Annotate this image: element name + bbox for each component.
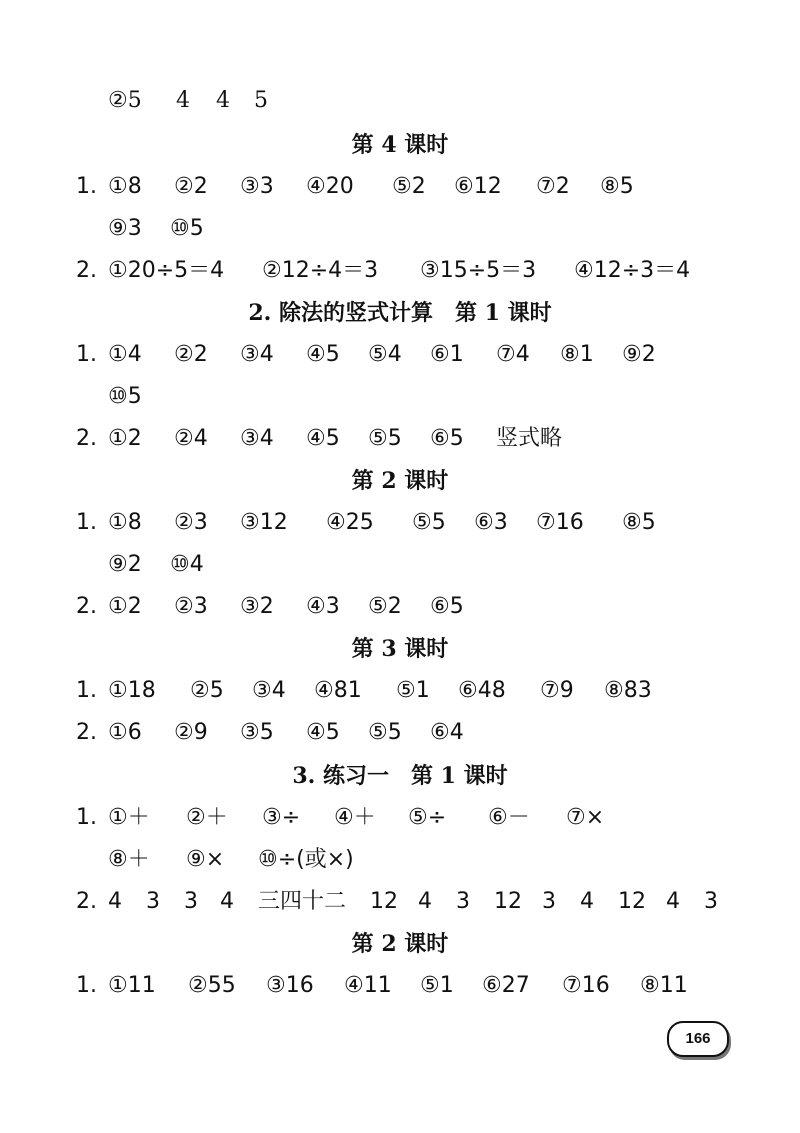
answer-item: ③16 <box>266 973 314 998</box>
answer-item: 5 <box>254 88 268 113</box>
answer-item: ①2 <box>108 594 142 619</box>
question-number: 1. <box>76 174 97 199</box>
answer-item: ⑤4 <box>368 342 402 367</box>
question-number: 1. <box>76 510 97 535</box>
answer-item: 12 <box>370 889 398 914</box>
answer-item: ②3 <box>174 594 208 619</box>
answer-item: ⑧5 <box>600 174 634 199</box>
answer-item: ⑦4 <box>496 342 530 367</box>
answer-item: ⑥5 <box>430 594 464 619</box>
answer-item: ④5 <box>306 342 340 367</box>
answer-item: ②2 <box>174 342 208 367</box>
answer-items <box>108 86 268 116</box>
answer-item: ③15÷5＝3 <box>420 258 537 283</box>
answer-item: ③4 <box>240 426 274 451</box>
answer-item: ⑤2 <box>368 594 402 619</box>
answer-item: ②＋ <box>186 805 228 830</box>
section-heading: 第 2 课时 <box>351 468 449 494</box>
answer-item: ③4 <box>252 678 286 703</box>
answer-item: ③5 <box>240 720 274 745</box>
answer-item: ②5 <box>108 88 142 113</box>
answer-item: ②3 <box>174 510 208 535</box>
answer-item: 竖式略 <box>496 426 563 451</box>
answer-item: ①11 <box>108 973 156 998</box>
answer-item: ③2 <box>240 594 274 619</box>
answer-item: ⑧1 <box>560 342 594 367</box>
answer-items <box>108 676 652 706</box>
section-heading: 2. 除法的竖式计算 第 1 课时 <box>248 300 552 326</box>
question-number: 1. <box>76 973 97 998</box>
answer-item: ③4 <box>240 342 274 367</box>
answer-item: ⑤1 <box>396 678 430 703</box>
answer-item: ⑧11 <box>640 973 688 998</box>
answer-item: ⑤1 <box>420 973 454 998</box>
answer-item: ⑧＋ <box>108 847 150 872</box>
answer-item: ②12÷4＝3 <box>262 258 379 283</box>
answer-item: ④5 <box>306 426 340 451</box>
question-number: 2. <box>76 594 97 619</box>
answer-item: 12 <box>494 889 522 914</box>
answer-item: 3 <box>146 889 160 914</box>
answer-item: ⑩÷(或×) <box>258 847 354 872</box>
answer-item: 4 <box>108 889 122 914</box>
answer-item: ④3 <box>306 594 340 619</box>
answer-items <box>108 718 464 748</box>
answer-item: ⑥12 <box>454 174 502 199</box>
answer-items <box>108 508 656 538</box>
answer-items <box>108 887 718 917</box>
answer-items <box>108 803 604 833</box>
answer-item: 4 <box>216 88 230 113</box>
answer-item: ⑨× <box>186 847 225 872</box>
answer-item: 4 <box>176 88 190 113</box>
question-number: 2. <box>76 889 97 914</box>
answer-item: ②9 <box>174 720 208 745</box>
answer-item: ④5 <box>306 720 340 745</box>
answer-item: 4 <box>666 889 680 914</box>
answer-items <box>108 424 562 454</box>
answer-items <box>108 971 688 1001</box>
answer-item: ⑨3 <box>108 216 142 241</box>
section-heading: 第 2 课时 <box>351 931 449 957</box>
answer-items <box>108 340 656 370</box>
answer-item: ⑩5 <box>170 216 204 241</box>
answer-item: ⑧83 <box>604 678 652 703</box>
answer-item: 3 <box>542 889 556 914</box>
answer-item: ⑦9 <box>540 678 574 703</box>
answer-item: ⑨2 <box>108 552 142 577</box>
page-number-badge: 166 <box>667 1021 729 1057</box>
question-number: 2. <box>76 426 97 451</box>
answer-item: ①4 <box>108 342 142 367</box>
question-number: 2. <box>76 720 97 745</box>
answer-item: ⑥5 <box>430 426 464 451</box>
answer-item: ⑦× <box>566 805 605 830</box>
answer-item: ①8 <box>108 510 142 535</box>
answer-item: ②2 <box>174 174 208 199</box>
answer-item: ⑥48 <box>458 678 506 703</box>
answer-item: ④11 <box>344 973 392 998</box>
section-heading: 第 4 课时 <box>351 132 449 158</box>
section-heading: 3. 练习一 第 1 课时 <box>292 763 508 789</box>
answer-items <box>108 550 204 580</box>
answer-item: ①20÷5＝4 <box>108 258 225 283</box>
answer-item: ⑤5 <box>412 510 446 535</box>
answer-item: ①18 <box>108 678 156 703</box>
answer-item: 4 <box>580 889 594 914</box>
answer-item: 3 <box>456 889 470 914</box>
answer-items <box>108 382 142 412</box>
answer-item: ②4 <box>174 426 208 451</box>
answer-item: ⑥4 <box>430 720 464 745</box>
answer-item: ②5 <box>190 678 224 703</box>
question-number: 1. <box>76 678 97 703</box>
answer-item: 4 <box>418 889 432 914</box>
answer-item: ①＋ <box>108 805 150 830</box>
answer-item: ⑦16 <box>536 510 584 535</box>
answer-item: ②55 <box>188 973 236 998</box>
answer-item: 3 <box>184 889 198 914</box>
answer-items <box>108 256 690 286</box>
answer-items <box>108 845 354 875</box>
answer-item: ⑧5 <box>622 510 656 535</box>
answer-item: ⑤5 <box>368 426 402 451</box>
answer-item: ⑨2 <box>622 342 656 367</box>
section-heading: 第 3 课时 <box>351 636 449 662</box>
answer-item: 三四十二 <box>258 889 347 914</box>
answer-item: ③12 <box>240 510 288 535</box>
answer-item: ⑥3 <box>474 510 508 535</box>
answer-item: ⑩4 <box>170 552 204 577</box>
answer-item: ⑦16 <box>562 973 610 998</box>
question-number: 2. <box>76 258 97 283</box>
answer-item: ④12÷3＝4 <box>574 258 691 283</box>
answer-item: ⑤÷ <box>408 805 447 830</box>
question-number: 1. <box>76 342 97 367</box>
answer-item: 12 <box>618 889 646 914</box>
answer-item: ⑩5 <box>108 384 142 409</box>
answer-item: ④＋ <box>334 805 376 830</box>
answer-item: ④81 <box>314 678 362 703</box>
answer-item: ④25 <box>326 510 374 535</box>
answer-item: ③3 <box>240 174 274 199</box>
answer-item: ①8 <box>108 174 142 199</box>
answer-item: ⑥27 <box>482 973 530 998</box>
answer-item: ⑥1 <box>430 342 464 367</box>
answer-item: ⑤2 <box>392 174 426 199</box>
answer-item: ④20 <box>306 174 354 199</box>
answer-item: ①6 <box>108 720 142 745</box>
question-number: 1. <box>76 805 97 830</box>
answer-item: ⑦2 <box>536 174 570 199</box>
answer-item: ①2 <box>108 426 142 451</box>
answer-item: ⑤5 <box>368 720 402 745</box>
answer-item: ⑥－ <box>488 805 530 830</box>
answer-item: ③÷ <box>262 805 301 830</box>
answer-items <box>108 172 634 202</box>
answer-item: 4 <box>220 889 234 914</box>
answer-item: 3 <box>704 889 718 914</box>
answer-items <box>108 214 204 244</box>
answer-items <box>108 592 464 622</box>
